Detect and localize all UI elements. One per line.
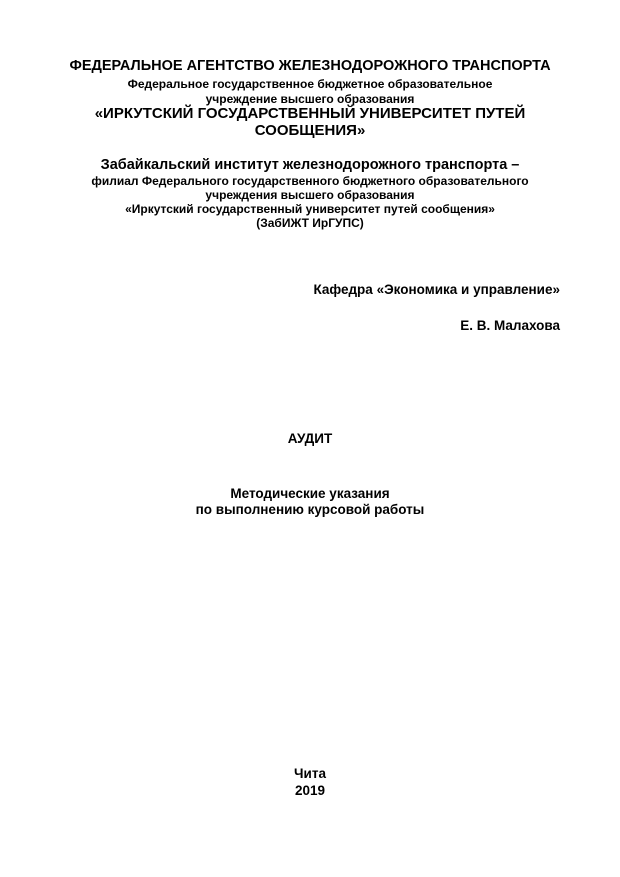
branch-line2: филиал Федерального государственного бюджетного образовательного <box>91 174 529 188</box>
institution-type-line1: Федеральное государственное бюджетное образовательное <box>127 77 493 91</box>
city: Чита <box>294 766 326 781</box>
branch-abbreviation: (ЗабИЖТ ИрГУПС) <box>256 216 364 230</box>
department-name: Кафедра «Экономика и управление» <box>313 282 560 297</box>
institution-type-line2: учреждение высшего образования <box>205 92 415 106</box>
author-name: Е. В. Малахова <box>460 318 560 333</box>
university-name-line2: СООБЩЕНИЯ» <box>254 122 366 139</box>
branch-line3: учреждения высшего образования <box>205 188 415 202</box>
branch-line4: «Иркутский государственный университет путей сообщения» <box>125 202 495 216</box>
year: 2019 <box>294 783 326 798</box>
document-title: АУДИТ <box>287 431 333 446</box>
agency-name: ФЕДЕРАЛЬНОЕ АГЕНТСТВО ЖЕЛЕЗНОДОРОЖНОГО ТРАНСПОРТА <box>69 58 551 74</box>
document-subtitle-line1: Методические указания <box>230 486 390 501</box>
document-subtitle-line2: по выполнению курсовой работы <box>195 502 425 517</box>
university-name-line1: «ИРКУТСКИЙ ГОСУДАРСТВЕННЫЙ УНИВЕРСИТЕТ ПУТЕЙ <box>94 105 526 122</box>
branch-name: Забайкальский институт железнодорожного транспорта – <box>100 157 520 173</box>
